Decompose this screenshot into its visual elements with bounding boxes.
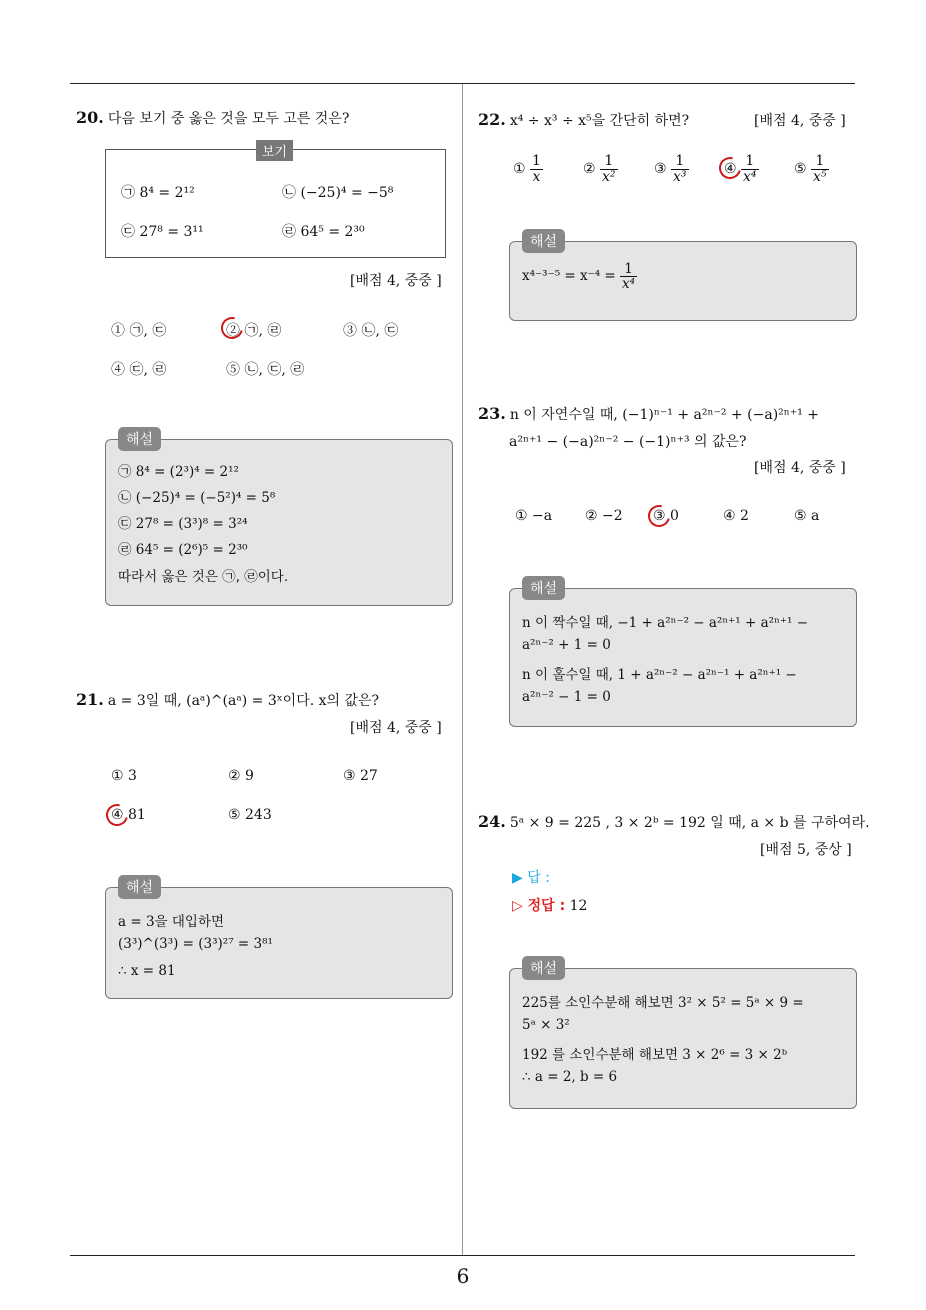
solution-expression: x⁴⁻³⁻⁵ = x⁻⁴ = xyxy=(522,268,616,285)
question-23 xyxy=(478,404,819,424)
option-fraction: $\frac{1}{\text{x⁵}}$ xyxy=(813,153,827,185)
solution-title: 해설 xyxy=(522,229,565,253)
question-20 xyxy=(76,108,349,128)
solution-line: n 이 짝수일 때, −1 + a²ⁿ⁻² − a²ⁿ⁺¹ + a²ⁿ⁺¹ − xyxy=(522,615,809,631)
correct-answer-label: ▷ 정답 : xyxy=(512,898,566,914)
solution-title: 해설 xyxy=(118,875,161,899)
bogi-box xyxy=(105,145,446,258)
option-5[interactable] xyxy=(794,154,829,184)
solution-box xyxy=(509,234,857,321)
option-5[interactable]: ⑤ 243 xyxy=(228,807,272,823)
solution-line: a²ⁿ⁻² − 1 = 0 xyxy=(522,689,611,705)
solution-title: 해설 xyxy=(522,956,565,980)
solution-line: 192 를 소인수분해 해보면 3 × 2⁶ = 3 × 2ᵇ xyxy=(522,1047,788,1063)
option-5[interactable]: ⑤ a xyxy=(794,508,820,524)
option-4[interactable]: ④ 81 xyxy=(111,807,146,823)
question-21 xyxy=(76,690,379,710)
option-5[interactable]: ⑤ ㉡, ㉢, ㉣ xyxy=(226,362,305,378)
question-meta: [배점 4, 중중 ] xyxy=(754,460,846,476)
bogi-item-1: ㉠ 8⁴ = 2¹² xyxy=(121,185,195,201)
correct-answer xyxy=(512,895,587,915)
option-marker: ⑤ xyxy=(794,161,807,178)
bogi-item-3: ㉢ 27⁸ = 3¹¹ xyxy=(121,224,204,240)
option-1[interactable] xyxy=(513,154,543,184)
column-divider xyxy=(462,84,463,1256)
question-number: 21. xyxy=(76,690,104,709)
option-fraction: $\frac{1}{\text{x³}}$ xyxy=(673,153,687,185)
solution-line: a²ⁿ⁻² + 1 = 0 xyxy=(522,637,611,653)
option-2[interactable]: ② 9 xyxy=(228,768,254,784)
solution-line: ∴ a = 2, b = 6 xyxy=(522,1069,618,1085)
correct-answer-value: 12 xyxy=(569,898,588,914)
solution-box xyxy=(509,581,857,727)
option-fraction: $\frac{1}{\text{x²}}$ xyxy=(602,153,616,185)
question-text: x⁴ ÷ x³ ÷ x⁵을 간단히 하면? xyxy=(509,113,690,129)
solution-line: ㉠ 8⁴ = (2³)⁴ = 2¹² xyxy=(118,464,239,480)
solution-line: ∴ x = 81 xyxy=(118,963,176,979)
option-3[interactable] xyxy=(654,154,689,184)
question-number: 23. xyxy=(478,404,506,423)
solution-line: 225를 소인수분해 해보면 3² × 5² = 5ᵃ × 9 = xyxy=(522,995,804,1011)
question-meta: [배점 4, 중중 ] xyxy=(350,720,442,736)
option-4[interactable]: ④ ㉢, ㉣ xyxy=(111,362,167,378)
question-text: 다음 보기 중 옳은 것을 모두 고른 것은? xyxy=(107,111,350,127)
answer-input-label[interactable]: ▶ 답 : xyxy=(512,870,550,886)
solution-fraction: $\frac{1}{\text{x⁴}}$ xyxy=(622,261,636,293)
option-fraction: $\frac{1}{x}$ xyxy=(532,153,541,185)
question-meta: [배점 4, 중중 ] xyxy=(350,273,442,289)
question-meta: [배점 4, 중중 ] xyxy=(754,113,846,129)
solution-line: ㉡ (−25)⁴ = (−5²)⁴ = 5⁸ xyxy=(118,490,276,506)
bogi-item-2: ㉡ (−25)⁴ = −5⁸ xyxy=(282,185,394,201)
solution-title: 해설 xyxy=(118,427,161,451)
option-1[interactable]: ① ㉠, ㉢ xyxy=(111,323,167,339)
option-3[interactable]: ③ ㉡, ㉢ xyxy=(343,323,399,339)
option-3[interactable]: ③ 0 xyxy=(653,508,679,524)
question-number: 20. xyxy=(76,108,104,127)
solution-line: a = 3을 대입하면 xyxy=(118,914,225,930)
bogi-title: 보기 xyxy=(256,140,293,161)
solution-box xyxy=(105,432,453,606)
question-number: 24. xyxy=(478,812,506,831)
solution-line: n 이 홀수일 때, 1 + a²ⁿ⁻² − a²ⁿ⁻¹ + a²ⁿ⁺¹ − xyxy=(522,667,797,683)
solution-line: ㉣ 64⁵ = (2⁶)⁵ = 2³⁰ xyxy=(118,542,248,558)
option-2[interactable] xyxy=(583,154,618,184)
solution-box xyxy=(105,880,453,999)
question-text: a = 3일 때, (aᵃ)^(aᵃ) = 3ˣ이다. x의 값은? xyxy=(107,693,380,709)
question-24 xyxy=(478,812,870,832)
page-number: 6 xyxy=(456,1264,470,1288)
solution-line: 5ᵃ × 3² xyxy=(522,1017,570,1033)
option-3[interactable]: ③ 27 xyxy=(343,768,378,784)
selected-answer-mark xyxy=(102,800,132,830)
bottom-rule xyxy=(70,1255,855,1256)
selected-answer-mark xyxy=(644,501,674,531)
solution-line xyxy=(522,262,637,291)
solution-title: 해설 xyxy=(522,576,565,600)
question-number: 22. xyxy=(478,110,506,129)
bogi-item-4: ㉣ 64⁵ = 2³⁰ xyxy=(282,224,365,240)
option-2[interactable]: ② ㉠, ㉣ xyxy=(226,323,282,339)
solution-line: (3³)^(3³) = (3³)²⁷ = 3⁸¹ xyxy=(118,936,273,952)
question-22 xyxy=(478,110,689,130)
question-text: 5ᵃ × 9 = 225 , 3 × 2ᵇ = 192 일 때, a × b 를 구하여라. xyxy=(509,815,870,831)
question-text: n 이 자연수일 때, (−1)ⁿ⁻¹ + a²ⁿ⁻² + (−a)²ⁿ⁺¹ + xyxy=(509,407,820,423)
solution-line: 따라서 옳은 것은 ㉠, ㉣이다. xyxy=(118,569,289,585)
option-fraction: $\frac{1}{\text{x⁴}}$ xyxy=(743,153,757,185)
question-meta: [배점 5, 중상 ] xyxy=(760,842,852,858)
option-marker: ④ xyxy=(724,161,737,178)
option-4[interactable]: ④ 2 xyxy=(723,508,749,524)
solution-line: ㉢ 27⁸ = (3³)⁸ = 3²⁴ xyxy=(118,516,248,532)
question-text-continued: a²ⁿ⁺¹ − (−a)²ⁿ⁻² − (−1)ⁿ⁺³ 의 값은? xyxy=(509,434,747,450)
option-2[interactable]: ② −2 xyxy=(585,508,623,524)
option-marker: ② xyxy=(583,161,596,178)
option-marker: ① xyxy=(513,161,526,178)
solution-box xyxy=(509,961,857,1109)
option-1[interactable]: ① 3 xyxy=(111,768,137,784)
option-marker: ③ xyxy=(654,161,667,178)
option-1[interactable]: ① −a xyxy=(515,508,553,524)
